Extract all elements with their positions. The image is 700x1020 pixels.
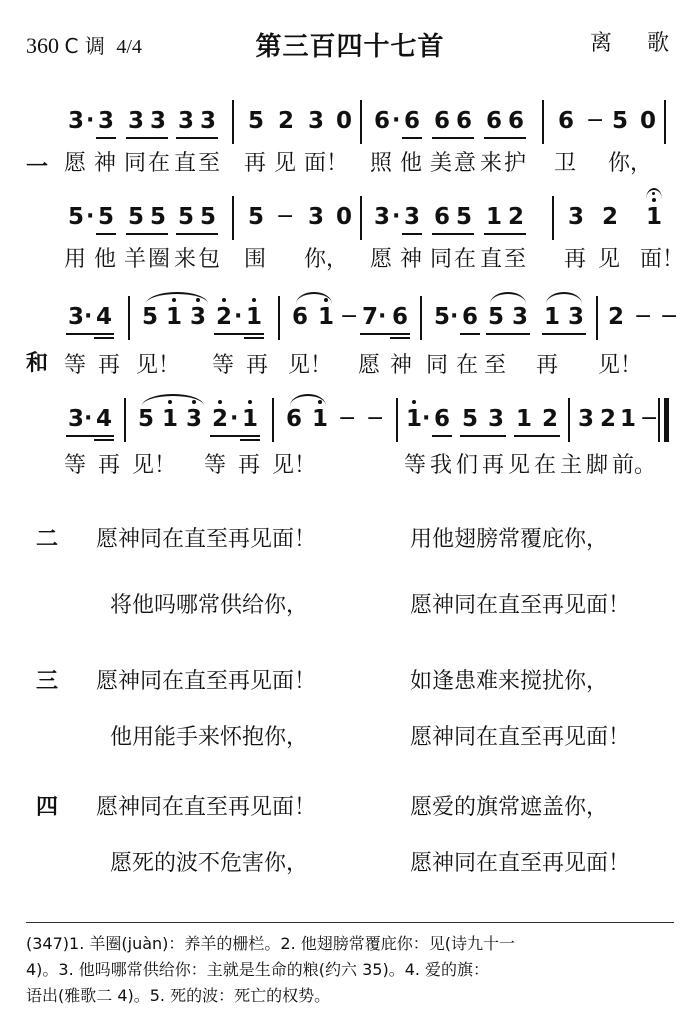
note: 6	[391, 304, 408, 330]
note: 5	[177, 204, 194, 230]
lyric-syllable: 在	[454, 247, 477, 272]
underline	[210, 435, 260, 437]
note: 5	[247, 108, 264, 134]
note: 1	[164, 302, 184, 332]
lyric-syllable: 圈	[148, 247, 171, 272]
augmentation-dot: ·	[86, 204, 95, 229]
lyric-syllable: 见	[274, 151, 297, 176]
lyric-syllable: 至	[504, 247, 527, 272]
barline	[396, 398, 398, 442]
dash: −	[640, 406, 659, 431]
note: 3	[127, 108, 144, 134]
underline	[176, 233, 218, 235]
lyric-syllable: 照	[370, 151, 393, 176]
lyric-syllable: 见！	[598, 353, 643, 378]
underline	[176, 137, 218, 139]
lyric-syllable: 你，	[304, 247, 349, 272]
note: 3	[67, 304, 84, 330]
underline	[432, 137, 474, 139]
lyric-syllable: 我	[430, 453, 453, 478]
verse-line: 愿神同在直至再见面！	[410, 725, 631, 750]
lyric-syllable: 护	[504, 151, 527, 176]
note: 5	[97, 204, 114, 230]
verse-number: 三	[36, 669, 59, 694]
verse-number: 四	[36, 795, 59, 820]
dash: −	[338, 406, 357, 431]
note: 5	[487, 304, 504, 330]
note: 2	[507, 204, 524, 230]
augmentation-dot: ·	[84, 304, 93, 329]
verse-number: 二	[36, 527, 59, 552]
note: 3	[184, 404, 204, 434]
verse-line: 用他翅膀常覆庇你，	[410, 527, 609, 552]
underline	[484, 137, 526, 139]
underline	[360, 333, 410, 335]
lyric-syllable: 愿	[370, 247, 393, 272]
note: 1	[240, 404, 260, 434]
footnote-divider	[26, 922, 674, 923]
lyric-syllable: 面！	[304, 151, 349, 176]
lyric-syllable: 再	[536, 353, 559, 378]
footnote-line: (347)1. 羊圈(juàn)：养羊的栅栏。2. 他翅膀常覆庇你：见(诗九十一	[26, 934, 515, 953]
hymn-author: 离 歌	[590, 31, 683, 56]
barline	[232, 100, 234, 144]
lyric-syllable: 同	[124, 151, 147, 176]
underline	[94, 439, 114, 441]
hymn-meter: 4/4	[116, 36, 142, 58]
notation-row-3	[0, 302, 700, 342]
augmentation-dot: ·	[86, 108, 95, 133]
note: 1	[160, 404, 180, 434]
lyric-syllable: 再	[238, 453, 261, 478]
augmentation-dot: ·	[378, 304, 387, 329]
lyric-syllable: 包	[198, 247, 221, 272]
lyric-syllable: 见	[598, 247, 621, 272]
lyric-syllable: 前。	[612, 453, 657, 478]
lyric-syllable: 见！	[272, 453, 317, 478]
verse-line: 他用能手来怀抱你，	[110, 725, 309, 750]
note: 6	[433, 406, 450, 432]
slur	[296, 292, 332, 304]
note: 6	[485, 108, 502, 134]
lyric-syllable: 在	[534, 453, 557, 478]
augmentation-dot: ·	[392, 108, 401, 133]
lyric-syllable: 他	[94, 247, 117, 272]
notation-row-4	[0, 404, 700, 444]
note: 5	[455, 204, 472, 230]
lyric-syllable: 等	[404, 453, 427, 478]
note: 2	[277, 108, 294, 134]
verse-line: 愿神同在直至再见面！	[96, 527, 317, 552]
note: 3	[188, 302, 208, 332]
note: 6	[285, 406, 302, 432]
augmentation-dot: ·	[450, 304, 459, 329]
note: 5	[461, 406, 478, 432]
lyric-syllable: 在	[148, 151, 171, 176]
note: 1	[310, 404, 330, 434]
underline	[96, 137, 116, 139]
note: 7	[361, 304, 378, 330]
underline	[514, 435, 560, 437]
note: 5	[137, 406, 154, 432]
barline	[542, 100, 544, 144]
note: 3	[67, 406, 84, 432]
note: 3	[567, 304, 584, 330]
note: 3	[307, 108, 324, 134]
slur	[146, 292, 208, 304]
lyric-syllable: 神	[400, 247, 423, 272]
note: 2	[541, 406, 558, 432]
note: 5	[149, 204, 166, 230]
lyric-syllable: 见！	[136, 353, 181, 378]
barline	[128, 296, 130, 340]
slur	[490, 292, 526, 304]
dash: −	[276, 204, 295, 229]
footnote-line: 4)。3. 他吗哪常供给你：主就是生命的粮(约六 35)。4. 爱的旗：	[26, 960, 490, 979]
note: 6	[507, 108, 524, 134]
underline	[214, 333, 264, 335]
verse-line: 愿神同在直至再见面！	[96, 669, 317, 694]
lyric-syllable: 直	[480, 247, 503, 272]
lyric-syllable: 卫	[554, 151, 577, 176]
hymn-number: 360	[26, 33, 59, 58]
barline	[278, 296, 280, 340]
dash: −	[366, 406, 385, 431]
final-barline-thick	[664, 398, 669, 442]
note: 5	[127, 204, 144, 230]
note: 2	[214, 302, 234, 332]
underline	[126, 137, 168, 139]
lyric-syllable: 等	[212, 353, 235, 378]
lyric-syllable: 至	[484, 353, 507, 378]
lyric-syllable: 意	[454, 151, 477, 176]
lyric-syllable: 们	[456, 453, 479, 478]
underline	[484, 233, 526, 235]
lyric-syllable: 面！	[640, 247, 685, 272]
barline	[360, 196, 362, 240]
lyric-syllable: 同	[426, 353, 449, 378]
note: 6	[557, 108, 574, 134]
underline	[402, 233, 422, 235]
underline	[460, 333, 480, 335]
note: 6	[291, 304, 308, 330]
note: 3	[403, 204, 420, 230]
note: 6	[403, 108, 420, 134]
underline	[96, 233, 116, 235]
note: 6	[373, 108, 390, 134]
note: 3	[567, 204, 584, 230]
lyric-syllable: 再	[98, 353, 121, 378]
hymn-title: 第三百四十七首	[255, 32, 445, 62]
underline	[460, 435, 506, 437]
slur	[546, 292, 582, 304]
note: 2	[601, 204, 618, 230]
note: 5	[67, 204, 84, 230]
underline	[126, 233, 168, 235]
lyric-syllable: 主	[560, 453, 583, 478]
lyric-syllable: 你，	[608, 151, 653, 176]
lyric-syllable: 他	[400, 151, 423, 176]
verse-line: 愿神同在直至再见面！	[410, 851, 631, 876]
lyric-syllable: 见！	[288, 353, 333, 378]
lyric-syllable: 再	[246, 353, 269, 378]
underline	[390, 337, 410, 339]
lyric-syllable: 直	[174, 151, 197, 176]
note: 3	[97, 108, 114, 134]
underline	[66, 435, 114, 437]
underline	[486, 333, 530, 335]
note: 1	[316, 302, 336, 332]
note: 5	[141, 304, 158, 330]
dash: −	[634, 304, 653, 329]
note: 1	[543, 304, 560, 330]
final-barline	[658, 398, 660, 442]
lyric-syllable: 神	[390, 353, 413, 378]
note: 4	[95, 304, 112, 330]
augmentation-dot: ·	[392, 204, 401, 229]
augmentation-dot: ·	[422, 406, 431, 431]
note: 5	[247, 204, 264, 230]
verse-line: 愿爱的旗常遮盖你，	[410, 795, 609, 820]
verse-line: 将他吗哪常供给你，	[110, 593, 309, 618]
underline	[542, 333, 586, 335]
footnote-line: 语出(雅歌二 4)。5. 死的波：死亡的权势。	[26, 986, 331, 1005]
note: 5	[433, 304, 450, 330]
note: 5	[611, 108, 628, 134]
lyric-syllable: 围	[244, 247, 267, 272]
underline	[432, 435, 452, 437]
note: 3	[511, 304, 528, 330]
lyric-syllable: 见	[508, 453, 531, 478]
lyric-syllable: 等	[204, 453, 227, 478]
note: 2	[607, 304, 624, 330]
note: 6	[455, 108, 472, 134]
lyric-syllable: 用	[64, 247, 87, 272]
note: 3	[373, 204, 390, 230]
note: 3	[149, 108, 166, 134]
augmentation-dot: ·	[234, 304, 243, 329]
lyric-syllable: 在	[456, 353, 479, 378]
lyric-syllable: 再	[98, 453, 121, 478]
note: 2	[210, 404, 230, 434]
lyric-syllable: 来	[174, 247, 197, 272]
note: 3	[67, 108, 84, 134]
barline	[552, 196, 554, 240]
stanza-number: 一	[26, 155, 49, 180]
note: 3	[307, 204, 324, 230]
dash: −	[660, 304, 679, 329]
barline	[596, 296, 598, 340]
barline	[272, 398, 274, 442]
fermata-icon	[646, 188, 662, 199]
note: 3	[177, 108, 194, 134]
verse-line: 愿死的波不危害你，	[110, 851, 309, 876]
verse-line: 愿神同在直至再见面！	[410, 593, 631, 618]
chorus-label: 和	[26, 351, 49, 376]
augmentation-dot: ·	[230, 406, 239, 431]
note: 1	[244, 302, 264, 332]
slur	[142, 394, 204, 406]
dash: −	[340, 304, 359, 329]
barline	[568, 398, 570, 442]
lyric-syllable: 再	[564, 247, 587, 272]
augmentation-dot: ·	[84, 406, 93, 431]
lyric-syllable: 至	[198, 151, 221, 176]
lyric-syllable: 等	[64, 453, 87, 478]
barline	[420, 296, 422, 340]
lyric-syllable: 羊	[124, 247, 147, 272]
verse-line: 愿神同在直至再见面！	[96, 795, 317, 820]
lyric-syllable: 愿	[358, 353, 381, 378]
note: 6	[433, 108, 450, 134]
note: 2	[599, 406, 616, 432]
note: 1	[644, 202, 664, 232]
barline	[664, 100, 666, 144]
note: 6	[461, 304, 478, 330]
note: 0	[335, 108, 352, 134]
hymn-key: C 调	[64, 34, 105, 58]
lyric-syllable: 见！	[132, 453, 177, 478]
verse-line: 如逢患难来搅扰你，	[410, 669, 609, 694]
underline	[240, 439, 260, 441]
note: 3	[487, 406, 504, 432]
note: 5	[199, 204, 216, 230]
lyric-syllable: 再	[244, 151, 267, 176]
note: 1	[515, 406, 532, 432]
note: 1	[404, 404, 424, 434]
lyric-syllable: 脚	[586, 453, 609, 478]
underline	[94, 337, 114, 339]
dash: −	[586, 108, 605, 133]
lyric-syllable: 来	[480, 151, 503, 176]
lyric-syllable: 同	[430, 247, 453, 272]
note: 1	[485, 204, 502, 230]
note: 1	[619, 406, 636, 432]
lyric-syllable: 再	[482, 453, 505, 478]
slur	[290, 394, 326, 406]
barline	[360, 100, 362, 144]
underline	[432, 233, 474, 235]
lyric-syllable: 等	[64, 353, 87, 378]
note: 0	[335, 204, 352, 230]
note: 3	[199, 108, 216, 134]
lyric-syllable: 神	[94, 151, 117, 176]
note: 6	[433, 204, 450, 230]
underline	[66, 333, 114, 335]
barline	[232, 196, 234, 240]
lyric-syllable: 愿	[64, 151, 87, 176]
underline	[244, 337, 264, 339]
note: 4	[95, 406, 112, 432]
note: 3	[577, 406, 594, 432]
barline	[124, 398, 126, 442]
note: 0	[639, 108, 656, 134]
lyric-syllable: 美	[430, 151, 453, 176]
underline	[402, 137, 422, 139]
notation-row-1	[0, 106, 700, 146]
notation-row-2	[0, 202, 700, 242]
